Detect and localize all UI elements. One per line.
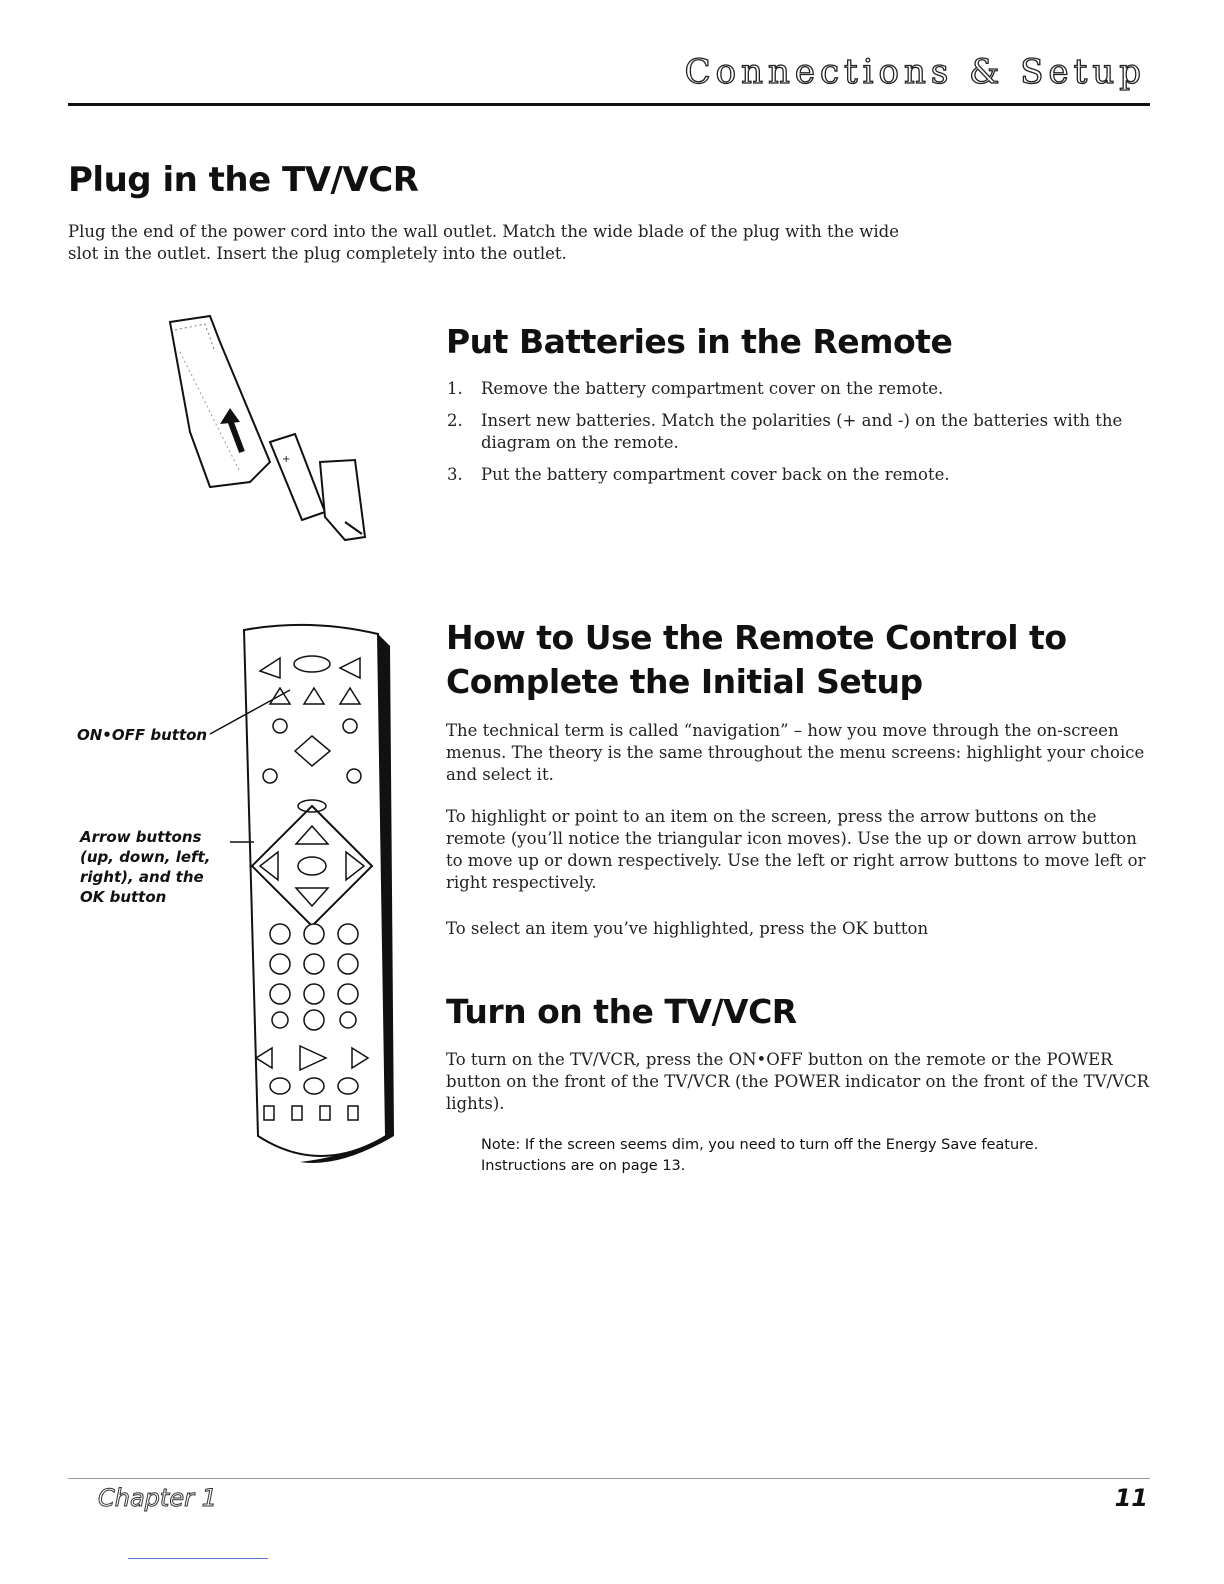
chapter-label: Chapter 1 bbox=[98, 1484, 217, 1512]
header-rule bbox=[68, 103, 1150, 106]
bottom-link-underline bbox=[128, 1558, 268, 1559]
energy-save-note: Note: If the screen seems dim, you need to turn off the Energy Save feature. Instructions are on page 13. bbox=[481, 1137, 1039, 1174]
navigation-paragraph: To select an item you’ve highlighted, press the OK button bbox=[446, 919, 929, 938]
onoff-button-callout: ON•OFF button bbox=[77, 726, 208, 744]
list-item: 2. Insert new batteries. Match the polarities (+ and -) on the batteries with the diagram on the remote. bbox=[447, 411, 1123, 452]
footer-rule bbox=[68, 1478, 1150, 1479]
remote-control-illustration bbox=[200, 616, 400, 1166]
turn-on-paragraph: To turn on the TV/VCR, press the ON•OFF button on the remote or the POWER button on the front of the TV/VCR (the POWER indicator on the front of the TV/VCR lights). bbox=[446, 1050, 1150, 1113]
arrow-buttons-callout: Arrow buttons (up, down, left, right), and the OK button bbox=[80, 828, 211, 906]
turn-on-section-title: Turn on the TV/VCR bbox=[446, 992, 797, 1031]
plug-section-text: Plug the end of the power cord into the wall outlet. Match the wide blade of the plug with the wide slot in the outlet. Insert the plug completely into the outlet. bbox=[68, 222, 899, 263]
batteries-steps-list bbox=[447, 378, 1146, 496]
battery-remote-illustration bbox=[150, 312, 390, 544]
list-item: 3. Put the battery compartment cover back on the remote. bbox=[447, 465, 950, 484]
navigation-section-title: How to Use the Remote Control to Complete the Initial Setup bbox=[446, 618, 1067, 701]
list-item: 1. Remove the battery compartment cover on the remote. bbox=[447, 379, 944, 398]
navigation-paragraph: The technical term is called “navigation” – how you move through the on-screen menus. The theory is the same throughout the menu screens: highlight your choice and select it. bbox=[446, 721, 1145, 784]
svg-text:+: + bbox=[282, 454, 291, 465]
plug-section-title: Plug in the TV/VCR bbox=[68, 160, 419, 200]
running-header-title: Connections & Setup bbox=[684, 52, 1146, 92]
batteries-section-title: Put Batteries in the Remote bbox=[446, 322, 953, 361]
navigation-paragraph: To highlight or point to an item on the screen, press the arrow buttons on the remote (you’ll notice the triangular icon moves). Use the up or down arrow button to move up or down respectively. Use the left or right arrow buttons to move left or right respectively. bbox=[446, 807, 1146, 892]
page-number: 11 bbox=[1114, 1484, 1148, 1512]
